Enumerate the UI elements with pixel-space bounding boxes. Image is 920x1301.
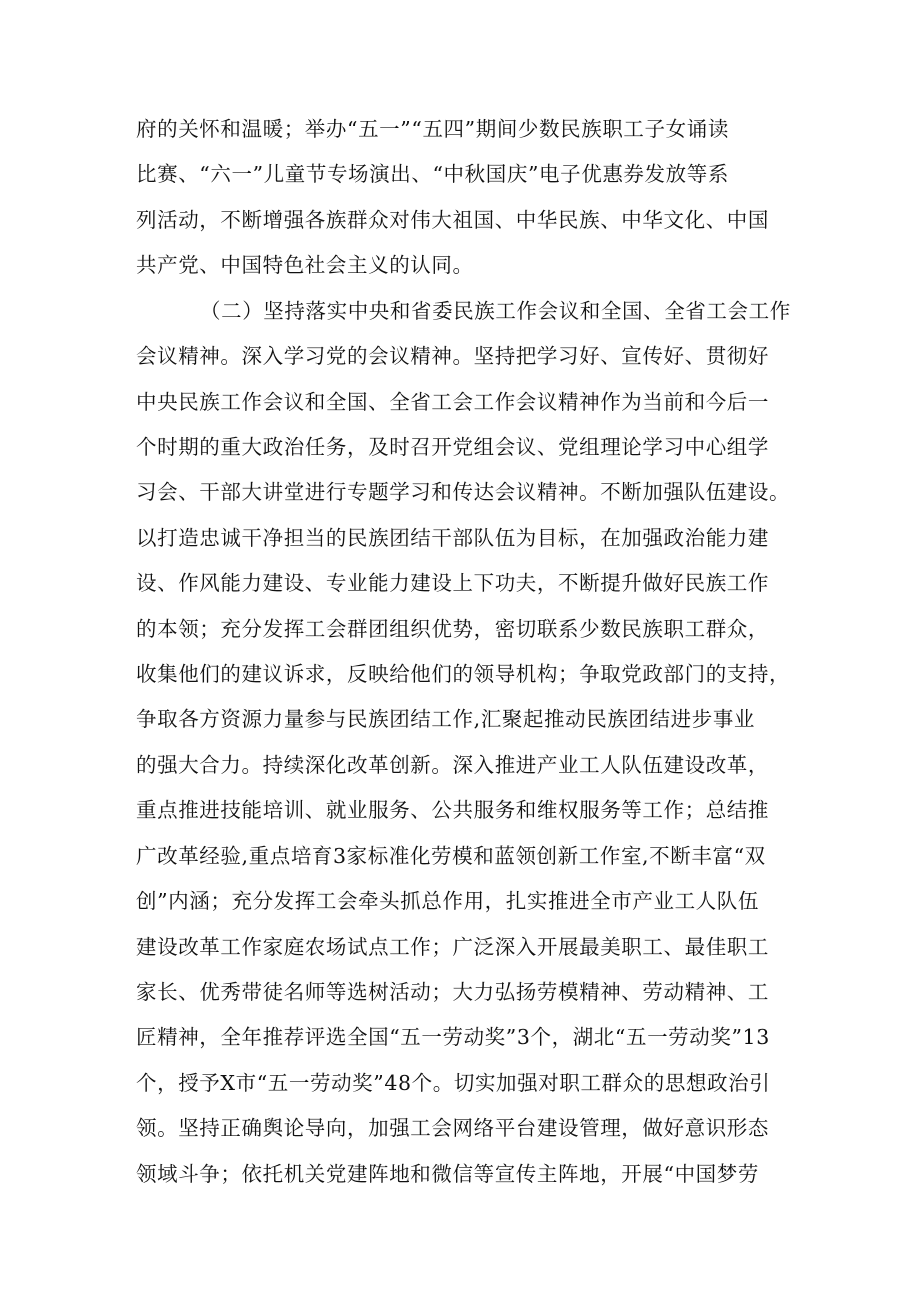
- text-line: 会议精神。深入学习党的会议精神。坚持把学习好、宣传好、贯彻好: [136, 344, 769, 368]
- text-line: 共产党、中国特色社会主义的认同。: [136, 253, 474, 277]
- text-line: 建设改革工作家庭农场试点工作；广泛深入开展最美职工、最佳职工: [136, 935, 769, 959]
- text-line: 习会、干部大讲堂进行专题学习和传达会议精神。不断加强队伍建设。: [136, 480, 791, 504]
- text-line: 的强大合力。持续深化改革创新。深入推进产业工人队伍建设改革，: [136, 753, 769, 777]
- text-line: 广改革经验,重点培育3家标准化劳模和蓝领创新工作室,不断丰富“双: [136, 844, 766, 868]
- text-line: 争取各方资源力量参与民族团结工作,汇聚起推动民族团结进步事业: [136, 707, 756, 731]
- text-line: 家长、优秀带徒名师等选树活动；大力弘扬劳模精神、劳动精神、工: [136, 980, 769, 1004]
- text-line: 创”内涵；充分发挥工会牵头抓总作用，扎实推进全市产业工人队伍: [136, 889, 759, 913]
- text-line: 匠精神，全年推荐评选全国“五一劳动奖”3个，湖北“五一劳动奖”13: [136, 1025, 770, 1049]
- text-line: 中央民族工作会议和全国、全省工会工作会议精神作为当前和今后一: [136, 390, 769, 414]
- text-line: 个，授予X市“五一劳动奖”48个。切实加强对职工群众的思想政治引: [136, 1071, 771, 1095]
- text-line: 比赛、“六一”儿童节专场演出、“中秋国庆”电子优惠券发放等系: [136, 162, 729, 186]
- text-line: 收集他们的建议诉求，反映给他们的领导机构；争取党政部门的支持，: [136, 662, 791, 686]
- text-line: 府的关怀和温暖；举办“五一”“五四”期间少数民族职工子女诵读: [136, 117, 729, 141]
- text-line: 领域斗争；依托机关党建阵地和微信等宣传主阵地，开展“中国梦劳: [136, 1162, 759, 1186]
- text-line: 以打造忠诚干净担当的民族团结干部队伍为目标，在加强政治能力建: [136, 526, 769, 550]
- text-line: 设、作风能力建设、专业能力建设上下功夫，不断提升做好民族工作: [136, 571, 769, 595]
- text-line: 个时期的重大政治任务，及时召开党组会议、党组理论学习中心组学: [136, 435, 769, 459]
- text-line: 领。坚持正确舆论导向，加强工会网络平台建设管理，做好意识形态: [136, 1116, 769, 1140]
- paragraph-first-line: （二）坚持落实中央和省委民族工作会议和全国、全省工会工作: [200, 299, 791, 323]
- text-line: 的本领；充分发挥工会群团组织优势，密切联系少数民族职工群众，: [136, 617, 769, 641]
- text-line: 列活动，不断增强各族群众对伟大祖国、中华民族、中华文化、中国: [136, 208, 769, 232]
- text-line: 重点推进技能培训、就业服务、公共服务和维权服务等工作；总结推: [136, 798, 769, 822]
